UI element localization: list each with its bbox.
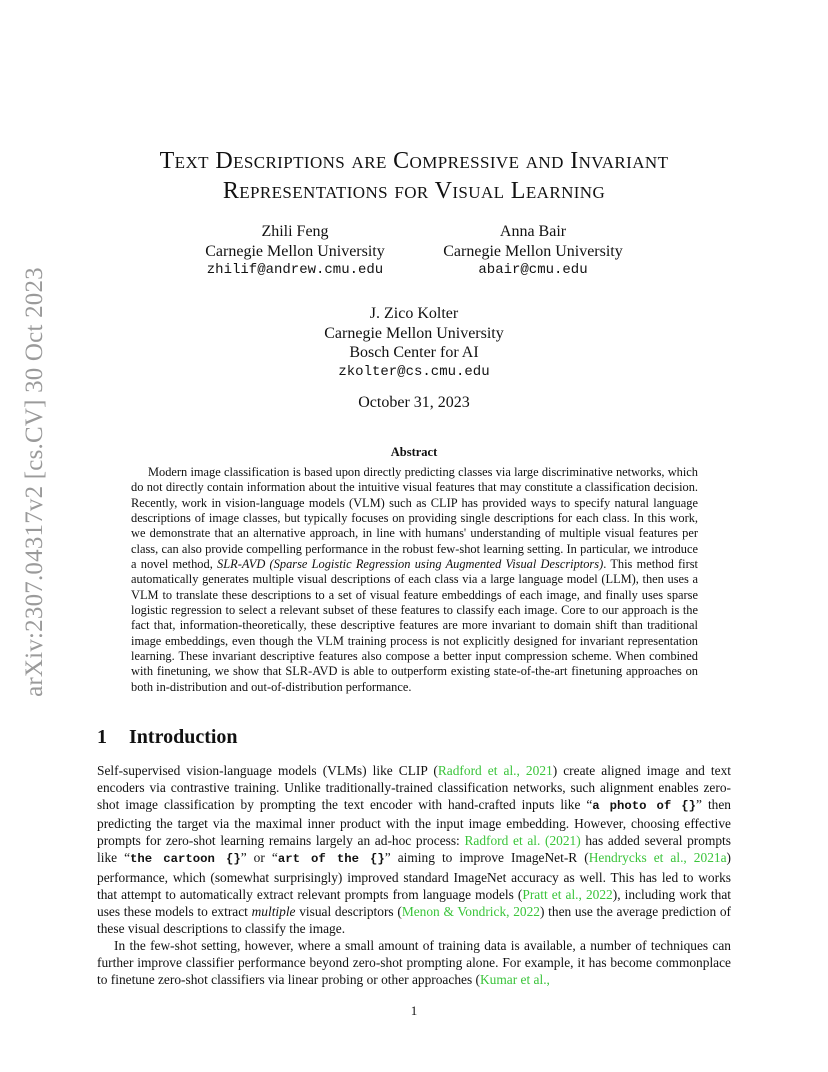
- citation-link[interactable]: Menon & Vondrick, 2022: [401, 903, 540, 919]
- author-name: Anna Bair: [499, 223, 567, 240]
- paragraph: [97, 762, 731, 937]
- code-prompt: art of the {}: [277, 852, 385, 867]
- text-span: ) performance, which (somewhat surprisingly) improved standard ImageNet accuracy as well. This has led to works that attempt to automatically extract relevant prompts from language models (: [97, 850, 731, 902]
- paper-date: October 31, 2023: [358, 394, 470, 411]
- code-prompt: a photo of {}: [592, 799, 697, 814]
- paper-title: [98, 146, 730, 206]
- citation-link[interactable]: Pratt et al., 2022: [522, 886, 613, 902]
- text-span: ) then use the average prediction of these visual descriptions to classify the image.: [97, 903, 731, 936]
- author-affiliation: Carnegie Mellon University: [205, 242, 385, 260]
- text-span: ” or “: [240, 850, 278, 866]
- title-line-1: Text Descriptions are Compressive and Invariant: [159, 148, 669, 174]
- author-email[interactable]: zkolter@cs.cmu.edu: [338, 363, 490, 380]
- code-prompt: the cartoon {}: [130, 852, 241, 867]
- introduction-body: [97, 762, 731, 988]
- citation-link[interactable]: Radford et al. (2021): [464, 833, 581, 849]
- citation-link[interactable]: Hendrycks et al., 2021a: [588, 850, 727, 866]
- page-number: 1: [410, 1003, 418, 1018]
- author-affiliation: Carnegie Mellon University: [443, 242, 623, 260]
- abstract-text: . This method first automatically generates multiple visual descriptions of each class via a large language model (LLM), then uses a VLM to translate these descriptions to a set of visual feature embeddings of each image, and finally uses sparse logistic regression to select a relevant subset of these features to classify each image. Core to our approach is the fact that, information-theoretically, these descriptive features are more invariant to domain shift than traditional image embeddings, even though the VLM training process is not explicitly designed for invariant representation learning. These invariant descriptive features also compose a better input compression scheme. When combined with finetuning, we show that SLR-AVD is able to outperform existing state-of-the-art finetuning approaches on both in-distribution and out-of-distribution performance.: [131, 557, 698, 694]
- section-number: 1: [97, 726, 107, 748]
- author-block: [289, 304, 539, 382]
- title-line-2: Representations for Visual Learning: [222, 178, 606, 204]
- author-name: J. Zico Kolter: [369, 305, 459, 322]
- section-title: Introduction: [129, 726, 238, 748]
- abstract-text: Modern image classification is based upon directly predicting classes via large discriminative networks, which do not directly contain information about the intuitive visual features that may constitute a classification decision. Recently, work in vision-language models (VLM) such as CLIP has provided ways to specify natural language descriptions of image classes, but typically focuses on providing single descriptions for each class. In this work, we demonstrate that an alternative approach, in line with humans' understanding of multiple visual features per class, can also provide compelling performance in the robust few-shot learning setting. In particular, we introduce a novel method,: [131, 465, 698, 572]
- text-span: ” aiming to improve ImageNet-R (: [384, 850, 589, 866]
- method-name: SLR-AVD (Sparse Logistic Regression using Augmented Visual Descriptors): [217, 557, 604, 572]
- text-span: has added several prompts like “: [97, 833, 731, 866]
- text-span: ) create aligned image and text encoders via contrastive training. Unlike traditionally-trained classification networks, such alignment enables zero-shot image classification by prompting the text encoder with hand-crafted inputs like “: [97, 763, 731, 813]
- author-email[interactable]: abair@cmu.edu: [478, 262, 588, 278]
- arxiv-stamp: [21, 267, 48, 697]
- abstract-heading: Abstract: [390, 445, 438, 459]
- author-name: Zhili Feng: [261, 223, 329, 240]
- text-span: ” then predicting the target via the maximal inner product with the input image embedding. However, choosing effective prompts for zero-shot learning remains largely an ad-hoc process:: [97, 797, 731, 849]
- abstract-body: [131, 465, 698, 695]
- author-affiliation: Carnegie Mellon University: [324, 324, 504, 342]
- text-span: Self-supervised vision-language models (VLMs) like CLIP (: [97, 763, 438, 778]
- citation-link[interactable]: Kumar et al.,: [479, 972, 550, 988]
- text-span: In the few-shot setting, however, where a small amount of training data is available, a number of techniques can further improve classifier performance beyond zero-shot prompting alone. For example, it has become commonplace to finetune zero-shot classifiers via linear probing or other approaches (: [97, 937, 731, 988]
- text-span: ), including work that uses these models to extract: [97, 886, 732, 919]
- emphasis: multiple: [251, 903, 296, 919]
- arxiv-stamp-text: arXiv:2307.04317v2 [cs.CV] 30 Oct 2023: [21, 267, 48, 697]
- citation-link[interactable]: Radford et al., 2021: [437, 763, 553, 778]
- paragraph: [97, 937, 731, 988]
- section-heading: [97, 726, 238, 749]
- author-affiliation-2: Bosch Center for AI: [349, 344, 479, 361]
- author-email[interactable]: zhilif@andrew.cmu.edu: [206, 262, 384, 278]
- text-span: visual descriptors (: [295, 903, 402, 919]
- author-block: [418, 222, 648, 281]
- author-block: [180, 222, 410, 281]
